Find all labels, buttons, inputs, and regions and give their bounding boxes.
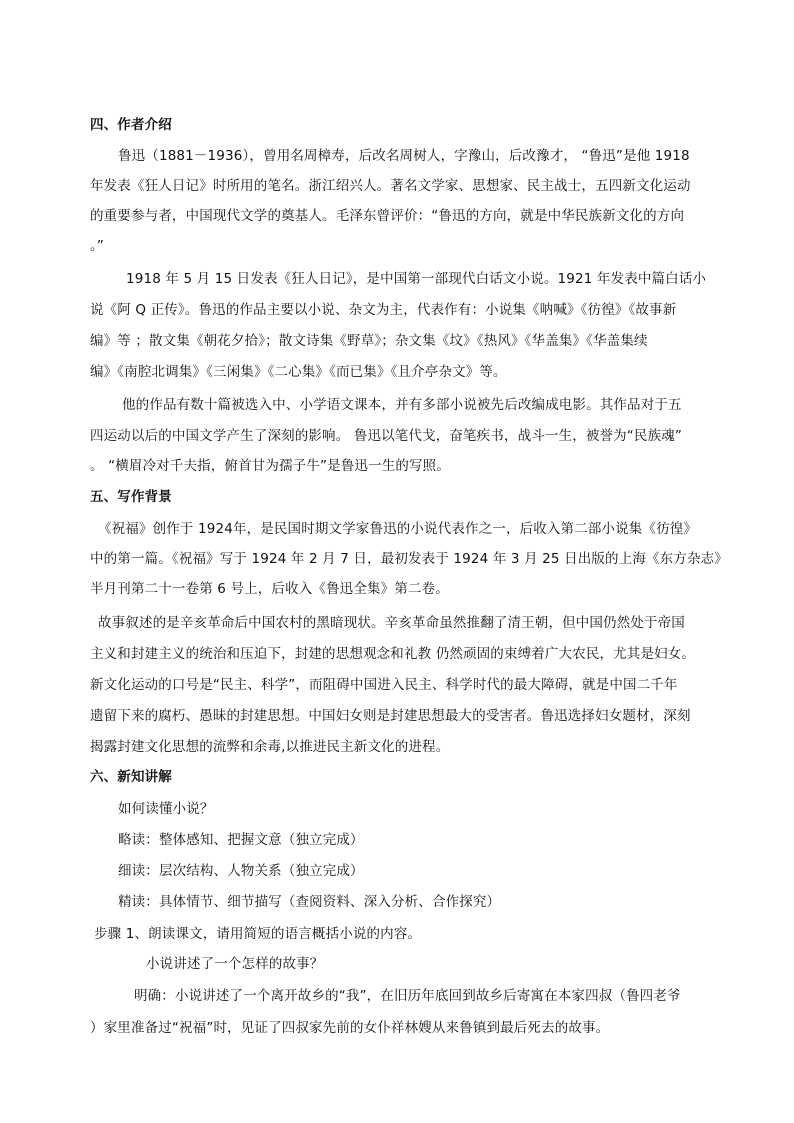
story-paragraph-line: 新文化运动的口号是“民主、科学”，而阻碍中国进入民主、科学时代的最大障碍，就是中国二千年 bbox=[90, 677, 678, 693]
background-paragraph-line: 《祝福》创作于 1924年，是民国时期文学家鲁迅的小说代表作之一，后收入第二部小说集《彷徨》 bbox=[98, 521, 698, 537]
background-paragraph-line: 中的第一篇。《祝福》写于 1924 年 2 月 7 日，最初发表于 1924 年 3 月 25 日出版的上海《东方杂志》 bbox=[90, 551, 728, 567]
step-instruction: 步骤 1、朗读课文，请用简短的语言概括小说的内容。 bbox=[94, 926, 422, 942]
author-paragraph-line: 年发表《狂人日记》时所用的笔名。浙江绍兴人。著名文学家、思想家、民主战士，五四新文化运动 bbox=[90, 178, 691, 194]
reading-method-item: 精读：具体情节、细节描写（查阅资料、深入分析、合作探究） bbox=[118, 894, 501, 910]
author-paragraph-line: 。” bbox=[90, 238, 105, 254]
story-paragraph-line: 主义和封建主义的统治和压迫下，封建的思想观念和礼教 仍然顽固的束缚着广大农民，尤其是妇女。 bbox=[90, 646, 696, 662]
reading-method-item: 细读：层次结构、人物关系（独立完成） bbox=[118, 863, 364, 879]
answer-line: 明确：小说讲述了一个离开故乡的“我”，在旧历年底回到故乡后寄寓在本家四叔（鲁四老爷 bbox=[134, 988, 681, 1004]
section-heading-new-knowledge: 六、新知讲解 bbox=[90, 769, 172, 785]
author-paragraph-line: 的重要参与者，中国现代文学的奠基人。毛泽东曾评价：“鲁迅的方向，就是中华民族新文化的方向 bbox=[90, 208, 685, 224]
background-paragraph-line: 半月刊第二十一卷第 6 号上，后收入《鲁迅全集》第二卷。 bbox=[90, 581, 449, 597]
story-question: 小说讲述了一个怎样的故事？ bbox=[146, 956, 324, 972]
works-paragraph-line: 1918 年 5 月 15 日发表《狂人日记》，是中国第一部现代白话文小说。1921 年发表中篇白话小 bbox=[126, 271, 707, 287]
influence-paragraph-line: 他的作品有数十篇被选入中、小学语文课本，并有多部小说被先后改编成电影。其作品对于五 bbox=[122, 397, 682, 413]
influence-paragraph-line: 。 “横眉冷对千夫指，俯首甘为孺子牛”是鲁迅一生的写照。 bbox=[90, 458, 450, 474]
author-paragraph-line: 鲁迅（1881－1936），曾用名周樟寿，后改名周树人，字豫山，后改豫才， “鲁迅”是他 1918 bbox=[118, 148, 690, 164]
story-paragraph-line: 遗留下来的腐朽、愚昧的封建思想。中国妇女则是封建思想最大的受害者。鲁迅选择妇女题材，深刻 bbox=[90, 708, 691, 724]
works-paragraph-line: 编》《南腔北调集》《三闲集》《二心集》《而已集》《且介亭杂文》等。 bbox=[90, 364, 507, 380]
answer-line: ）家里准备过“祝福”时，见证了四叔家先前的女仆祥林嫂从来鲁镇到最后死去的故事。 bbox=[90, 1020, 610, 1036]
story-paragraph-line: 揭露封建文化思想的流弊和余毒,以推进民主新文化的进程。 bbox=[90, 739, 450, 755]
works-paragraph-line: 说《阿 Q 正传》。鲁迅的作品主要以小说、杂文为主，代表作有：小说集《呐喊》《彷徨》《故事新 bbox=[90, 302, 677, 318]
section-heading-author: 四、作者介绍 bbox=[90, 117, 172, 133]
works-paragraph-line: 编》等 ；散文集《朝花夕拾》；散文诗集《野草》；杂文集《坟》《热风》《华盖集》《华盖集续 bbox=[90, 333, 648, 349]
influence-paragraph-line: 四运动以后的中国文学产生了深刻的影响。 鲁迅以笔代戈，奋笔疾书，战斗一生，被誉为“民族魂” bbox=[90, 428, 683, 444]
section-heading-background: 五、写作背景 bbox=[90, 489, 172, 505]
reading-question: 如何读懂小说？ bbox=[118, 801, 214, 817]
reading-method-item: 略读：整体感知、把握文意（独立完成） bbox=[118, 832, 364, 848]
story-paragraph-line: 故事叙述的是辛亥革命后中国农村的黑暗现状。辛亥革命虽然推翻了清王朝，但中国仍然处于帝国 bbox=[98, 615, 685, 631]
